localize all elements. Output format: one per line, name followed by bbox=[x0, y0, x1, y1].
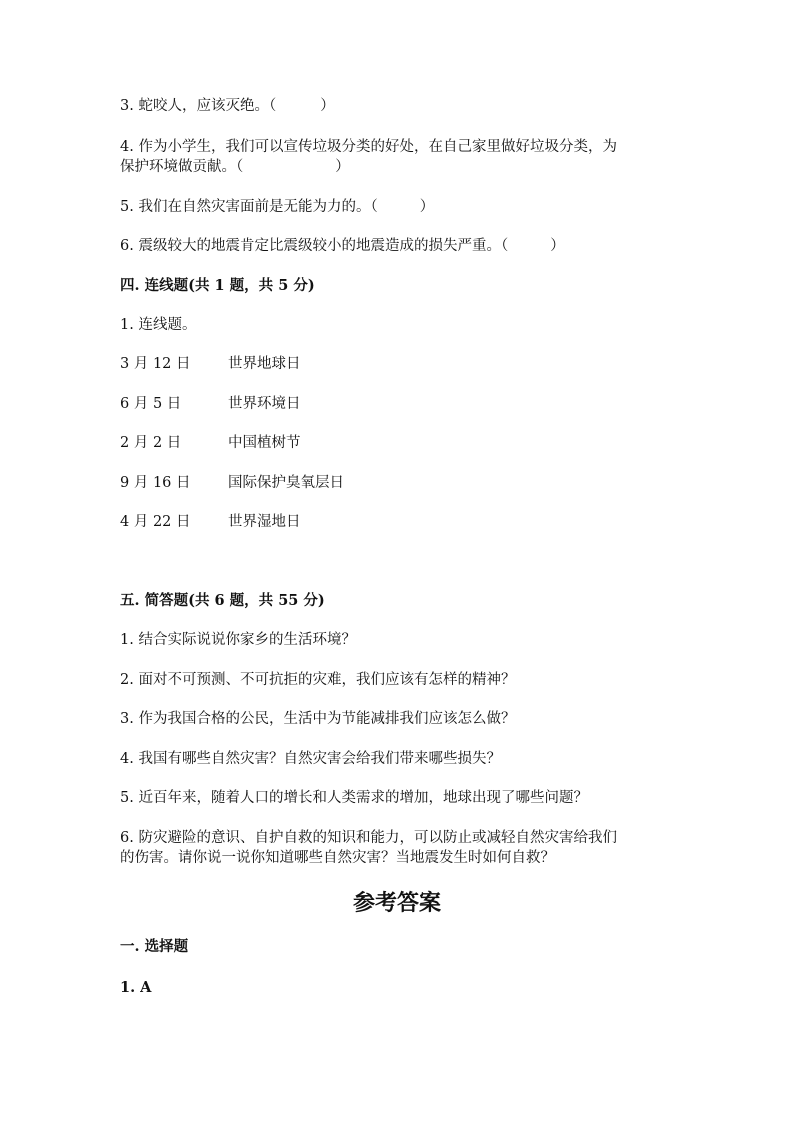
judgement-item-4-text: 4. 作为小学生，我们可以宣传垃圾分类的好处，在自己家里做好垃圾分类，为 bbox=[120, 139, 617, 155]
judgement-item-4 bbox=[120, 137, 617, 157]
matching-date: 6 月 5 日 bbox=[120, 396, 182, 412]
answers-section-heading: 一. 选择题 bbox=[120, 938, 189, 955]
section-5-heading: 五. 简答题(共 6 题，共 55 分) bbox=[120, 592, 325, 609]
short-answer-question-3: 3. 作为我国合格的公民，生活中为节能减排我们应该怎么做？ bbox=[120, 711, 516, 727]
judgement-item-5 bbox=[120, 197, 434, 217]
judgement-item-6-close: ） bbox=[550, 238, 565, 254]
matching-name: 世界地球日 bbox=[228, 356, 301, 372]
short-answer-question-2: 2. 面对不可预测、不可抗拒的灾难，我们应该有怎样的精神？ bbox=[120, 672, 516, 688]
matching-date: 4 月 22 日 bbox=[120, 514, 191, 530]
judgement-item-4-close: ） bbox=[335, 159, 350, 175]
judgement-item-6 bbox=[120, 236, 565, 256]
short-answer-question-6: 6. 防灾避险的意识、自护自救的知识和能力，可以防止或减轻自然灾害给我们 bbox=[120, 830, 617, 846]
matching-date: 3 月 12 日 bbox=[120, 356, 191, 372]
section-4-heading: 四. 连线题(共 1 题，共 5 分) bbox=[120, 277, 315, 294]
judgement-item-4-cont bbox=[120, 157, 350, 177]
judgement-item-5-close: ） bbox=[419, 199, 435, 215]
short-answer-question-1: 1. 结合实际说说你家乡的生活环境？ bbox=[120, 632, 356, 648]
judgement-item-3-close: ） bbox=[320, 98, 335, 114]
matching-name: 世界湿地日 bbox=[228, 514, 301, 530]
short-answer-question-5: 5. 近百年来，随着人口的增长和人类需求的增加，地球出现了哪些问题？ bbox=[120, 790, 588, 806]
matching-name: 国际保护臭氧层日 bbox=[228, 475, 344, 491]
judgement-item-4-text2: 保护环境做贡献。（ bbox=[120, 159, 244, 175]
judgement-item-5-text: 5. 我们在自然灾害面前是无能为力的。（ bbox=[120, 199, 378, 215]
answer-1: 1. A bbox=[120, 979, 152, 996]
matching-date: 2 月 2 日 bbox=[120, 435, 182, 451]
matching-name: 中国植树节 bbox=[228, 435, 301, 451]
matching-question: 1. 连线题。 bbox=[120, 317, 197, 333]
matching-date: 9 月 16 日 bbox=[120, 475, 191, 491]
judgement-item-3 bbox=[120, 96, 335, 116]
judgement-item-6-text: 6. 震级较大的地震肯定比震级较小的地震造成的损失严重。（ bbox=[120, 238, 509, 254]
short-answer-question-6-cont: 的伤害。请你说一说你知道哪些自然灾害？当地震发生时如何自救？ bbox=[120, 850, 555, 866]
judgement-item-3-text: 3. 蛇咬人，应该灭绝。（ bbox=[120, 98, 277, 114]
matching-name: 世界环境日 bbox=[228, 396, 301, 412]
short-answer-question-4: 4. 我国有哪些自然灾害？自然灾害会给我们带来哪些损失？ bbox=[120, 751, 501, 767]
answers-title: 参考答案 bbox=[352, 890, 441, 916]
